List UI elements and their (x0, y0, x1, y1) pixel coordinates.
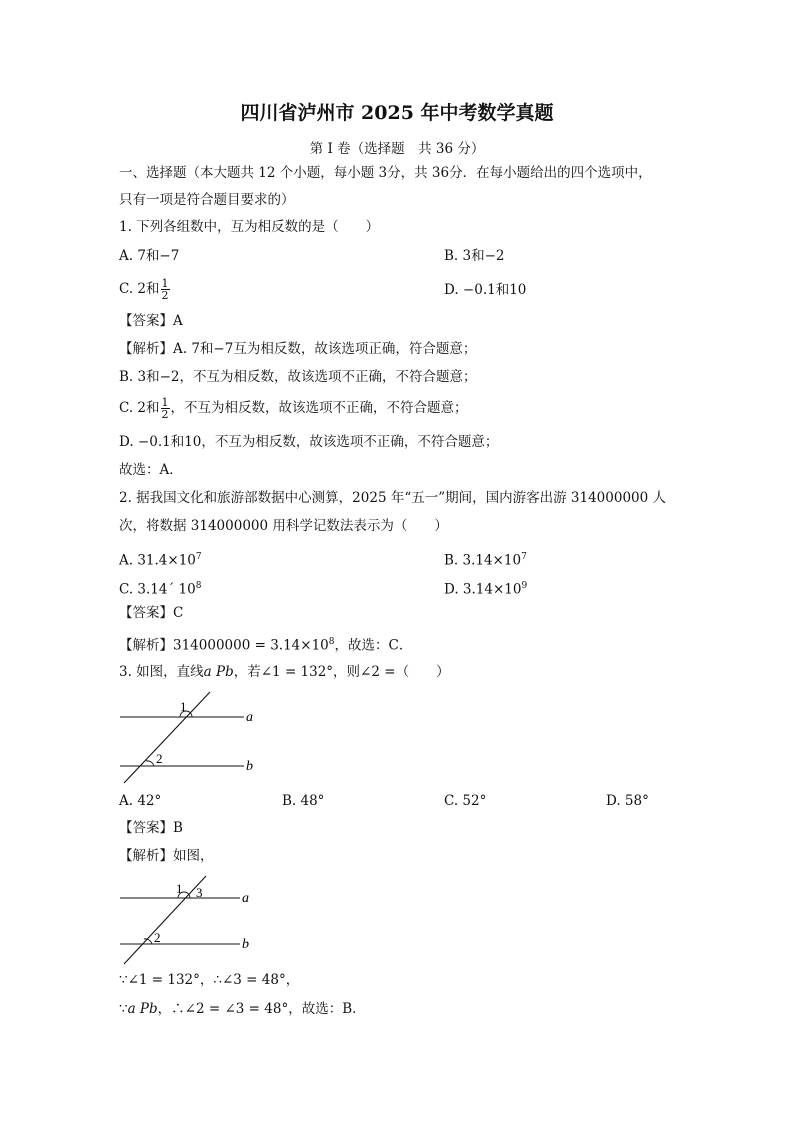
q2-option-d-base: D. 3.14×10 (444, 581, 522, 598)
transversal-line (124, 876, 206, 964)
q1-explanation-b: B. 3和−2，不互为相反数，故该选项不正确，不符合题意； (119, 369, 477, 385)
q3-option-a: A. 42° (119, 793, 162, 809)
q2-option-a (119, 548, 202, 570)
q1-explanation-c-fraction (161, 397, 170, 420)
q1-conclusion: 故选：A． (119, 462, 183, 478)
q3-parallel-notation: a Pb (203, 664, 234, 680)
q2-stem-line-2: 次，将数据 314000000 用科学记数法表示为（ ） (119, 518, 448, 534)
line-b-label: b (242, 937, 249, 952)
angle-1-label: 1 (180, 699, 187, 714)
q1-answer: 【答案】A (119, 313, 183, 329)
line-a-label: a (242, 891, 249, 906)
fraction-numerator: 1 (161, 277, 169, 290)
page-title: 四川省泸州市 2025 年中考数学真题 (240, 102, 554, 124)
q2-option-a-exponent: 7 (195, 552, 202, 562)
q2-option-d-exponent: 9 (521, 581, 528, 591)
line-b-label: b (246, 759, 253, 774)
q2-option-b (444, 548, 527, 570)
q3-parallel-notation: a Pb (127, 1001, 158, 1017)
q2-option-c-base: C. 3.14´ 10 (119, 581, 196, 598)
line-a-label: a (246, 710, 253, 725)
q1-explanation-a: 【解析】A. 7和−7互为相反数，故该选项正确，符合题意； (119, 341, 477, 357)
q1-stem: 1. 下列各组数中，互为相反数的是（ ） (119, 219, 380, 235)
transversal-line (124, 692, 210, 783)
q1-option-c-fraction (161, 278, 170, 301)
q3-step-2-text: ，∴∠2 = ∠3 = 48°，故选：B． (157, 1001, 366, 1017)
angle-2-label: 2 (156, 751, 163, 766)
q3-option-b: B. 48° (282, 793, 325, 809)
section-subtitle: 第 I 卷（选择题 共 36 分） (309, 141, 485, 157)
q1-explanation-c-text: ，不互为相反数，故该选项不正确，不符合题意； (170, 400, 468, 416)
q2-option-c-exponent: 8 (195, 581, 202, 591)
q1-explanation-c (119, 397, 468, 420)
q1-explanation-d: D. −0.1和10，不互为相反数，故该选项不正确，不符合题意； (119, 434, 499, 450)
q3-stem-suffix: ，若∠1 = 132°，则∠2 =（ ） (233, 664, 450, 680)
angle-2-label: 2 (154, 930, 161, 945)
q1-option-d: D. −0.1和10 (444, 282, 527, 298)
q3-option-d: D. 58° (606, 793, 649, 809)
q3-explanation-intro: 【解析】如图， (119, 848, 214, 864)
section-instructions-line-1: 一、选择题（本大题共 12 个小题，每小题 3分，共 36分．在每小题给出的四个选项中， (119, 165, 652, 181)
fraction-denominator: 2 (161, 408, 169, 421)
q3-answer: 【答案】B (119, 820, 183, 836)
angle-1-label: 1 (176, 881, 183, 896)
q1-option-b: B. 3和−2 (444, 248, 505, 264)
q1-option-c (119, 278, 171, 301)
q2-option-d (444, 577, 527, 599)
q2-explanation (119, 633, 412, 655)
q2-option-b-base: B. 3.14×10 (444, 552, 522, 569)
q2-answer: 【答案】C (119, 605, 184, 621)
fraction-numerator: 1 (161, 396, 169, 409)
q3-stem-prefix: 3. 如图，直线 (119, 664, 204, 680)
q3-step-2 (119, 1000, 366, 1018)
q1-option-a: A. 7和−7 (119, 248, 180, 264)
q3-stem (119, 663, 450, 681)
fraction-denominator: 2 (161, 289, 169, 302)
q3-step-1: ∵∠1 = 132°，∴∠3 = 48°， (119, 972, 300, 988)
q3-solution-figure (110, 872, 270, 972)
q2-explanation-base: 【解析】314000000 = 3.14×10 (119, 637, 329, 654)
q2-stem-line-1: 2. 据我国文化和旅游部数据中心测算，2025 年“五一”期间，国内游客出游 314000000 人 (119, 490, 667, 506)
q2-option-c (119, 577, 201, 599)
section-instructions-line-2: 只有一项是符合题目要求的） (119, 192, 295, 208)
angle-3-label: 3 (196, 885, 203, 900)
q2-option-a-base: A. 31.4×10 (119, 552, 196, 569)
q3-figure (110, 688, 270, 788)
q1-explanation-c-label: C. 2和 (119, 400, 160, 416)
q2-option-b-exponent: 7 (521, 552, 527, 562)
because-symbol: ∵ (119, 1001, 128, 1017)
angle-2-arc (146, 761, 154, 766)
q2-explanation-tail: ，故选：C． (334, 637, 413, 654)
q2-explanation-exponent: 8 (328, 637, 335, 647)
q1-option-c-label: C. 2和 (119, 281, 160, 297)
q3-option-c: C. 52° (444, 793, 487, 809)
